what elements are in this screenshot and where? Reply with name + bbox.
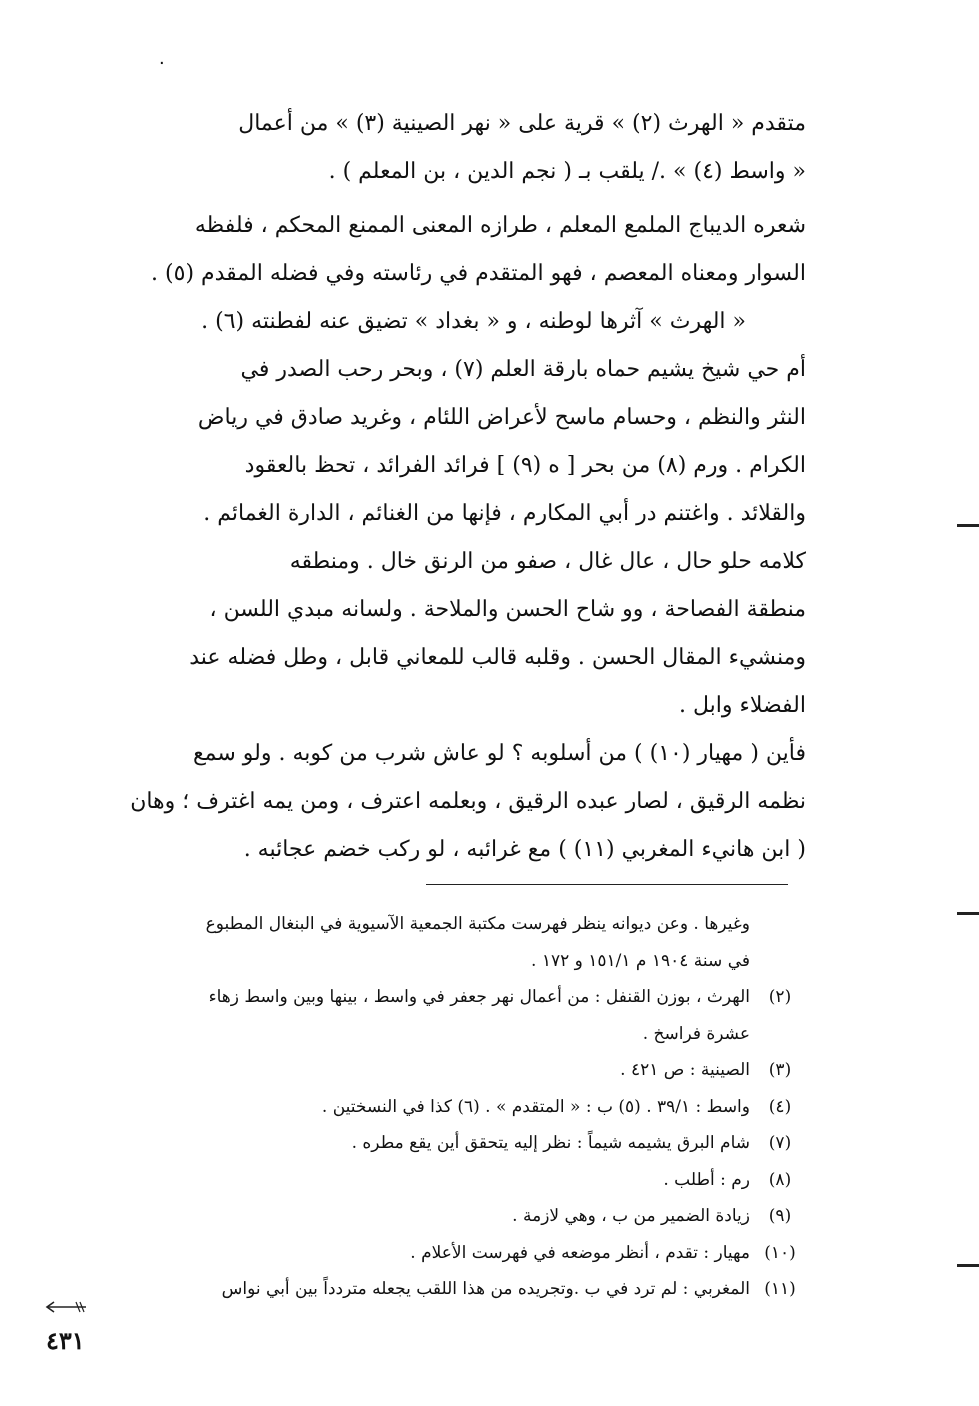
footnote-text: مهيار : تقدم ، أنظر موضعه في فهرست الأعلام . xyxy=(410,1242,750,1263)
footnote-number: (٤) xyxy=(768,1096,792,1117)
continuation-arrow-icon xyxy=(44,1300,88,1314)
footnote-text: شام البرق يشيمه شيماً : نظر إليه يتحقق أين يقع مطره . xyxy=(351,1133,750,1153)
body-line: النثر والنظم ، وحسام ماسح لأعراض اللئام ، وغريد صادق في رياض xyxy=(197,405,806,430)
footnote xyxy=(44,1235,810,1272)
body-line: متقدم « الهرث (٢) » قرية على « نهر الصينية (٣) » من أعمال xyxy=(238,111,806,136)
body-line: كلامه حلو حال ، عال غال ، صفو من الرنق خال . ومنطقه xyxy=(289,549,806,574)
footnote xyxy=(44,1125,810,1162)
body-line: الفضلاء وابل . xyxy=(679,693,806,718)
footnote xyxy=(44,1162,810,1199)
footnote xyxy=(44,1198,810,1235)
footnote-text: الصينية : ص ٤٢١ . xyxy=(620,1060,750,1080)
body-line: والقلائد . واغتنم در أبي المكارم ، فإنها من الغنائم ، الدارة الغمائم . xyxy=(203,501,806,526)
footnote-number: (٢) xyxy=(768,987,792,1007)
margin-mark xyxy=(957,1264,979,1267)
body-line: ( ابن هانيء المغربي (١١) ) مع غرائبه ، لو ركب خضم عجائبه . xyxy=(243,837,806,862)
body-line: السوار ومعناه المعصم ، فهو المتقدم في رئاسته وفي فضله المقدم (٥) . xyxy=(151,261,806,286)
footnote-text: زيادة الضمير من ب ، وهي لازمة . xyxy=(512,1206,750,1226)
footnote-text: واسط : ٣٩/١ . (٥) ب : « المتقدم » . (٦) كذا في النسختين . xyxy=(321,1096,750,1117)
footnote xyxy=(44,1089,810,1126)
footnote-text: في سنة ١٩٠٤ م ١٥١/١ و ١٧٢ . xyxy=(531,950,750,971)
page-number: ٤٣١ xyxy=(46,1326,85,1355)
main-text xyxy=(48,100,806,874)
footnote-number xyxy=(750,906,810,943)
body-line: « الهرث » آثرها لوطنه ، و « بغداد » تضيق عنه لفطنته (٦) . xyxy=(201,309,746,334)
body-line: الكرام . ورم (٨) من بحر [ ه (٩) ] فرائد الفرائد ، تحظ بالعقود xyxy=(244,453,806,478)
footnote-number: (٣) xyxy=(768,1060,792,1080)
footnote xyxy=(44,1271,810,1308)
body-line: ومنشيء المقال الحسن . وقلبه قالب للمعاني قابل ، وطل فضله عند xyxy=(189,645,806,670)
body-line: شعره الديباج الملمع المعلم ، طرازه المعنى الممنع المحكم ، فلفظه xyxy=(194,213,806,238)
body-line: أم حي شيخ يشيم حماه بارقة العلم (٧) ، وبحر رحب الصدر في xyxy=(240,357,806,382)
footnote-number xyxy=(750,943,810,980)
footnote-number xyxy=(750,1016,810,1053)
body-line: نظمه الرقيق ، لصار عبده الرقيق ، وبعلمه اعترف ، ومن يمه اغترف ؛ وهان xyxy=(130,789,806,814)
body-line: « واسط (٤) » ./ يلقب بـ ( نجم الدين ، بن المعلم ) . xyxy=(328,159,806,184)
margin-mark xyxy=(957,524,979,527)
footnote-number: (٩) xyxy=(768,1206,792,1226)
footnote-number: (٨) xyxy=(768,1169,792,1190)
footnote-number: (١٠) xyxy=(764,1242,796,1263)
body-line: فأين ( مهيار (١٠) ) من أسلوبه ؟ لو عاش شرب من كوبه . ولو سمع xyxy=(192,741,806,766)
footnote xyxy=(44,1016,810,1053)
footnote-text: رم : أطلب . xyxy=(663,1169,750,1190)
footnote-text: المغربي : لم ترد في ب .وتجريده من هذا اللقب يجعله متردداً بين أبي نواس xyxy=(221,1279,750,1299)
footnote-text: وغيرها . وعن ديوانه ينظر فهرست مكتبة الجمعية الآسيوية في البنغال المطبوع xyxy=(205,914,750,934)
footnotes xyxy=(44,906,810,1308)
footnote xyxy=(44,943,810,980)
footnote-text: عشرة فراسخ . xyxy=(642,1023,750,1044)
margin-mark xyxy=(957,912,979,915)
footnote xyxy=(44,906,810,943)
footnote-text: الهرث ، بوزن القنفل : من أعمال نهر جعفر في واسط ، بينها وبين واسط زهاء xyxy=(208,987,750,1007)
footnote xyxy=(44,1052,810,1089)
footnote xyxy=(44,979,810,1016)
footnote-number: (١١) xyxy=(764,1279,796,1299)
body-line: منطقة الفصاحة ، وو شاح الحسن والملاحة . ولسانه مبدي اللسن ، xyxy=(209,597,806,622)
footnote-number: (٧) xyxy=(768,1133,792,1153)
top-mark: ٠ xyxy=(157,52,167,73)
footnote-separator xyxy=(426,884,788,885)
